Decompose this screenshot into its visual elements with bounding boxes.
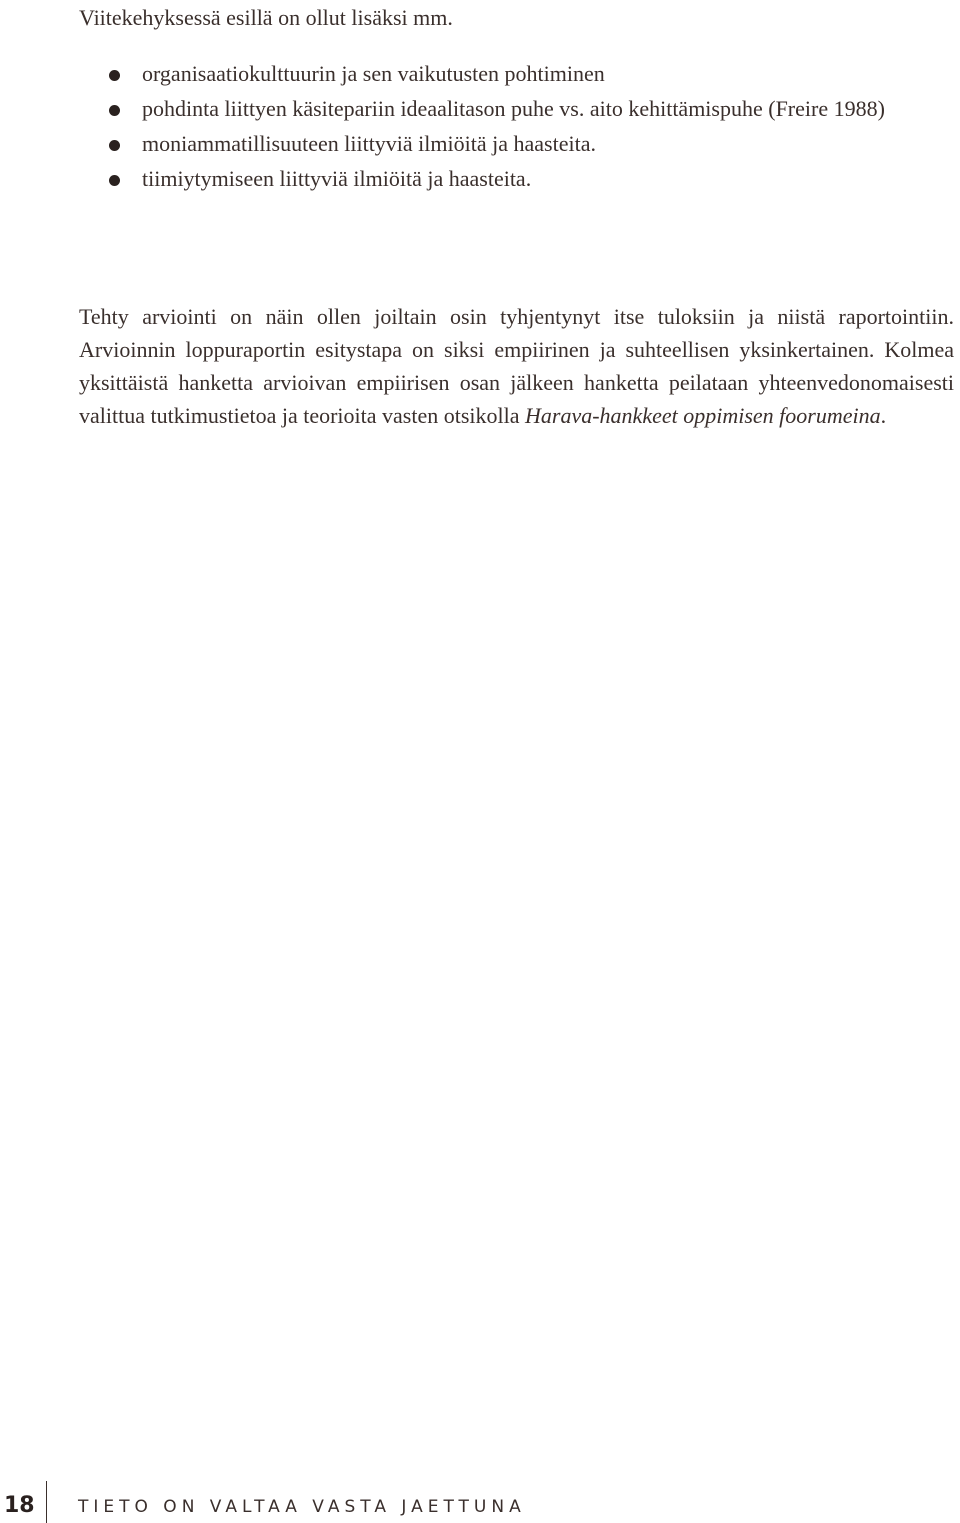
running-title: TIETO ON VALTAA VASTA JAETTUNA bbox=[78, 1497, 526, 1517]
page-number: 18 bbox=[4, 1493, 35, 1518]
bullet-list bbox=[79, 58, 899, 198]
bullet-icon bbox=[109, 105, 120, 116]
list-item-text: tiimiytymiseen liittyviä ilmiöitä ja haasteita. bbox=[142, 166, 532, 191]
list-item bbox=[79, 163, 899, 195]
bullet-icon bbox=[109, 140, 120, 151]
list-item-text: moniammatillisuuteen liittyviä ilmiöitä ja haasteita. bbox=[142, 131, 596, 156]
paragraph-end: . bbox=[880, 403, 887, 428]
bullet-icon bbox=[109, 175, 120, 186]
body-paragraph bbox=[79, 300, 954, 432]
paragraph-italic-title: Harava-hankkeet oppimisen foorumeina bbox=[525, 403, 881, 428]
list-item bbox=[79, 128, 899, 160]
list-item bbox=[79, 58, 899, 90]
list-item bbox=[79, 93, 899, 125]
bullet-icon bbox=[109, 70, 120, 81]
list-item-text: pohdinta liittyen käsitepariin ideaalitason puhe vs. aito kehittämispuhe (Freire 1988) bbox=[142, 96, 885, 121]
list-item-text: organisaatiokulttuurin ja sen vaikutusten pohtiminen bbox=[142, 61, 605, 86]
paragraph-text: Tehty arviointi on näin ollen joiltain osin tyhjentynyt itse tuloksiin ja niistä raportointiin. Arvioinnin loppuraportin esitystapa on siksi empiirinen ja suhteellisen yksinkertainen. Kolmea yksittäistä hanketta arvioivan empiirisen osan jälkeen hanketta peilataan yhteenvedonomaisesti valittua tutkimustietoa ja teorioita vasten otsikolla bbox=[79, 304, 954, 428]
intro-text: Viitekehyksessä esillä on ollut lisäksi mm. bbox=[79, 5, 453, 30]
